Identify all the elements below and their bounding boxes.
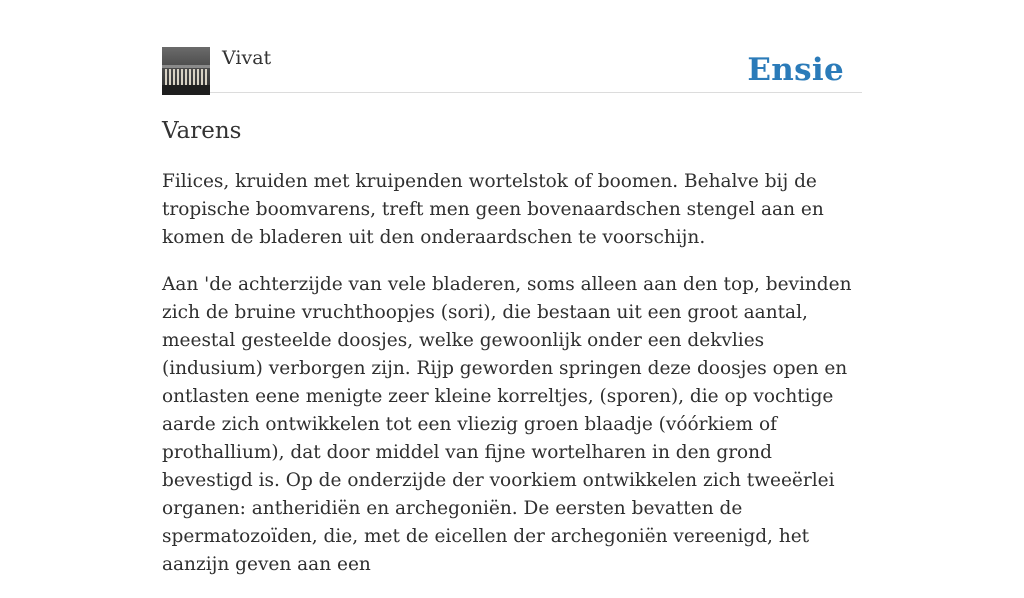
- brand-logo[interactable]: Ensie: [747, 52, 844, 88]
- article-paragraph: Filices, kruiden met kruipenden wortelstok of boomen. Behalve bij de tropische boomvarens, treft men geen bovenaardschen stengel aan en komen de bladeren uit den onderaardschen te voorschijn.: [162, 171, 824, 248]
- author-name[interactable]: Vivat: [222, 47, 272, 69]
- page-header: [162, 46, 862, 93]
- typewriter-avatar-icon: [162, 47, 210, 95]
- article-paragraph: Aan 'de achterzijde van vele bladeren, soms alleen aan den top, bevinden zich de bruine vruchthoopjes (sori), die bestaan uit een groot aantal, meestal gesteelde doosjes, welke gewoonlijk onder een dekvlies (indusium) verborgen zijn. Rijp geworden springen deze doosjes open en ontlasten eene menigte zeer kleine korreltjes, (sporen), die op vochtige aarde zich ontwikkelen tot een vliezig groen blaadje (vóórkiem of prothallium), dat door middel van fijne wortelharen in den grond bevestigd is. Op de onderzijde der voorkiem ontwikkelen zich tweeërlei organen: antheridiën en archegoniën. De eersten bevatten de spermatozoïden, die, met de eicellen der archegoniën vereenigd, het aanzijn geven aan een: [162, 274, 852, 575]
- author-avatar[interactable]: [162, 47, 210, 95]
- article-body: [162, 168, 862, 598]
- article-title: Varens: [162, 118, 242, 144]
